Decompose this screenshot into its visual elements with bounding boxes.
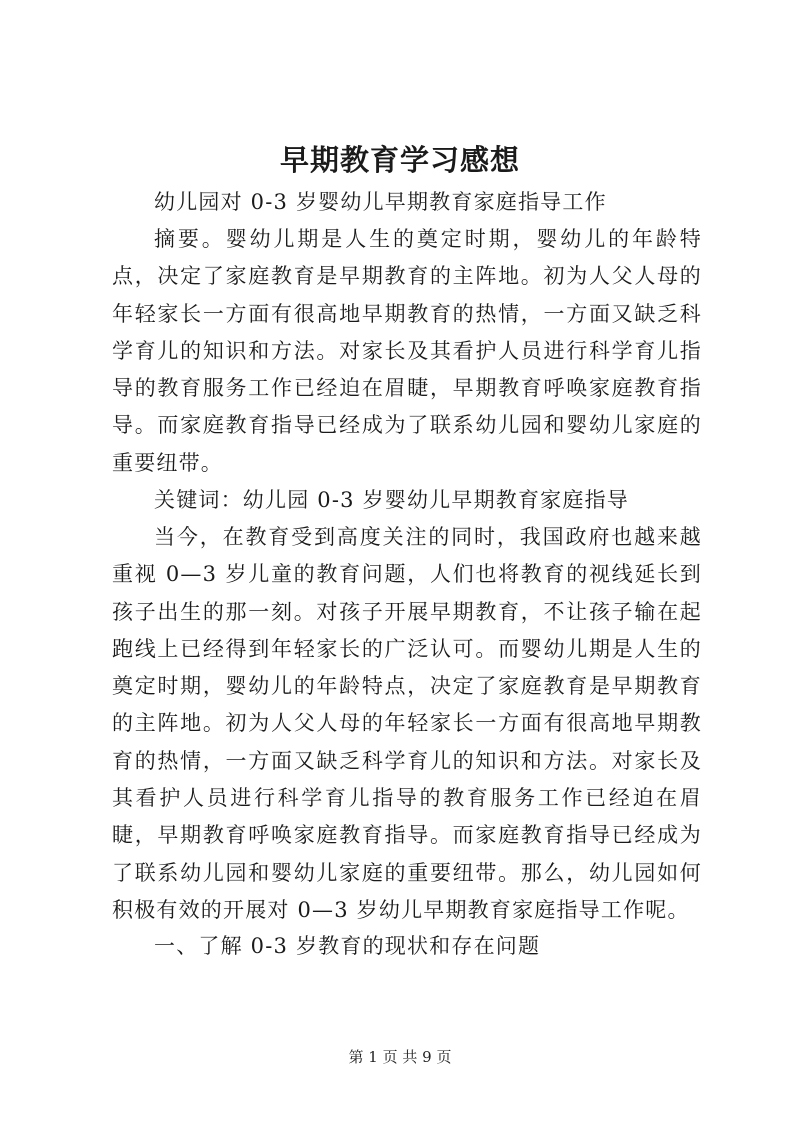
section-block: [112, 928, 702, 965]
subtitle-line: [112, 184, 702, 221]
subtitle-paragraph: 幼儿园对 0-3 岁婴幼儿早期教育家庭指导工作: [154, 190, 607, 214]
abstract-paragraph: 摘要。婴幼儿期是人生的奠定时期，婴幼儿的年龄特点，决定了家庭教育是早期教育的主阵地。初为人父人母的年轻家长一方面有很高地早期教育的热情，一方面又缺乏科学育儿的知识和方法。对家长及其看护人员进行科学育儿指导的教育服务工作已经迫在眉睫，早期教育呼唤家庭教育指导。而家庭教育指导已经成为了联系幼儿园和婴幼儿家庭的重要纽带。: [112, 227, 702, 475]
section-heading: 一、了解 0-3 岁教育的现状和存在问题: [154, 934, 541, 958]
keywords-paragraph: 关键词：幼儿园 0-3 岁婴幼儿早期教育家庭指导: [154, 488, 629, 512]
main-paragraph: 当今，在教育受到高度关注的同时，我国政府也越来越重视 0—3 岁儿童的教育问题，人们也将教育的视线延长到孩子出生的那一刻。对孩子开展早期教育，不让孩子输在起跑线上已经得到年轻家长的广泛认可。而婴幼儿期是人生的奠定时期，婴幼儿的年龄特点，决定了家庭教育是早期教育的主阵地。初为人父人母的年轻家长一方面有很高地早期教育的热情，一方面又缺乏科学育儿的知识和方法。对家长及其看护人员进行科学育儿指导的教育服务工作已经迫在眉睫，早期教育呼唤家庭教育指导。而家庭教育指导已经成为了联系幼儿园和婴幼儿家庭的重要纽带。那么，幼儿园如何积极有效的开展对 0—3 岁幼儿早期教育家庭指导工作呢。: [112, 525, 702, 922]
document-title: 早期教育学习感想: [279, 143, 520, 177]
page-footer: 第 1 页 共 9 页: [348, 1048, 452, 1066]
abstract-block: [112, 221, 702, 482]
main-block: [112, 519, 702, 929]
keywords-block: [112, 482, 702, 519]
